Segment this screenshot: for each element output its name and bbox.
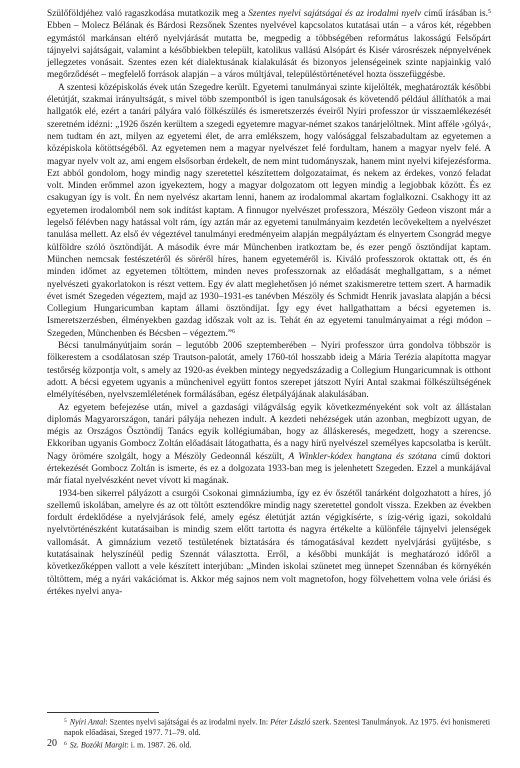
text-run: szerk. Szentesi Tanulmányok. Az 1975. évi honismereti napok előadásai, Szeged 1977. 71–79. old. [64,717,491,738]
text-run: : Szentes nyelvi sajátságai és az irodalmi nyelv. In: [105,717,271,727]
italic-text: Nyíri Antal [69,717,106,727]
paragraph [47,340,491,401]
italic-text: A Winkler-kódex hangtana és szótana [288,451,437,462]
footnotes [47,716,491,751]
text-run: Bécsi tanulmányútjaim során – legutóbb 2006 szeptemberében – Nyíri professzor úrra gondolva többször is fölkerestem a csodálatosan szép Trautson-palotát, amely 1760-tól hosszabb ideig a Mária Terézia alapította magyar testőrség központja volt, s amely az 1920-as években mintegy negyedszázadig a Collegium Hungaricumnak is otthont adott. A bécsi egyetem ugyanis a münchenivel együtt fontos szerepet játszott Nyíri Antal szakmai fölkészültségének elmélyítésében, nyelvszemléletének formálásában, egész életpályájának alakulásában. [47,341,491,401]
footnote-number: 5 [64,718,67,724]
footnote-ref: 5 [488,9,492,15]
footnote [47,716,491,739]
paragraph [47,402,491,488]
footnote-separator [47,712,159,713]
italic-text: Péter László [270,717,311,727]
footnote [47,739,491,751]
page-number: 20 [47,738,57,749]
italic-text: Szentes nyelvi sajátságai és az irodalmi nyelv [248,9,422,19]
body-text [47,8,491,598]
text-run: Szülőföldjéhez való ragaszkodása mutatkozik meg a [47,9,249,19]
paragraph [47,8,491,82]
paragraph [47,488,491,599]
text-run: című doktori értekezését Gombocz Zoltán is ismerte, és ez a dolgozata 1933-ban meg is jelenhetett Szegeden. Ezzel a munkájával már fiatal nyelvészként nevet vívott ki magának. [47,451,491,487]
text-run: : i. m. 1987. 26. old. [126,740,192,750]
paragraph [47,82,491,340]
text-run: A szentesi középiskolás évek után Szegedre került. Egyetemi tanulmányai szinte kijelölték, meghatározták későbbi életútját, szakmai irányultságát, s mivel több szempontból is igen tanulságosak és követendő például állíthatók a mai hallgatók elé, ezért a tanári pályára való fölkészülés és ismeretszerzés éveiről Nyíri professzor úr visszaemlékezését szeretném idézni: „1926 őszén kerültem a szegedi egyetemre magyar-német szakos tanárjelöltnek. Mint afféle ›gólyá‹, nem tudtam én azt, milyen az egyetemi élet, de arra emlékszem, hogy valósággal felszabadultam az egyetemen a középiskola kötöttségéből. Az egyetemen nem a magyar nyelvészet felé fordultam, hanem a magyar nyelv felé. A magyar nyelv volt az, ami engem elsősorban érdekelt, de nem mint tudományszak, hanem mint nyelvi kifejezésforma. Ezt abból gondolom, hogy mindig nagy szeretettel készítettem dolgozataimat, és nekem az érdekes, vonzó feladat volt. Minden erőmmel azon igyekeztem, hogy a magyar dolgozatom ott legyen mindig a legjobbak között. És ez csakugyan így is volt. Én nem nyelvész akartam lenni, hanem az irodalommal akartam foglalkozni. Csakhogy itt az egyetemen irodalomból nem sok indítást kaptam. A finnugor nyelvészet professzora, Mészöly Gedeon viszont már a legelső félévben nagy hatással volt rám, így aztán már az egyetemi tanulmányaim kezdetén lecövekeltem a nyelvészet tanulása mellett. Az első év végeztével tanulmányi eredményeim alapján megpályáztam és elnyertem Csongrád megye külföldre szóló ösztöndíját. A második évre már Münchenben iratkoztam be, és ezer pengő ösztöndíjat kaptam. München nemcsak festészetéről és söréről híres, hanem egyeteméről is. Kiváló professzorok oktattak ott, és én minden időmet az egyetemen töltöttem, minden neves professzornak az előadását meghallgattam, s a német nyelvészeti gyakorlatokon is részt vettem. Egy év alatt meglehetősen jó német szakismeretre tettem szert. A harmadik évet ismét Szegeden végeztem, majd az 1930–1931-es tanévben Mészöly és Schmidt Henrik javaslata alapján a bécsi Collegium Hungaricumban kaptam állami ösztöndíjat. Így egy évet hallgathattam a bécsi egyetemen is. Ismeretszerzésben, élményekben gazdag időszak volt az is. Tehát én az egyetemi tanulmányaimat a régi módon – Szegeden, Münchenben és Bécsben – végeztem.” [47,82,491,339]
footnote-number: 6 [64,740,67,747]
italic-text: Sz. Bozóki Margit [69,740,127,750]
text-run: című írásában is. [421,9,489,19]
footnote-ref: 6 [232,328,235,335]
text-run: Ebben – Molecz Bélának és Bárdosi Rezsőnek Szentes nyelvével kapcsolatos kutatásai után – a város két, régebben egymástól markánsan eltérő nyelvjárását mutatta be, megpedig a többségében református lakosságú Felsőpárt tájnyelvi sajátságait, valamint a későbbiekben települt, katolikus vallású Alsópárt és Kisér városrészek népnyelvének jellegzetes vonásait. Szentes ezen két dialektusának kialakulását és bizonyos jelenségeinek szinte napjainkig való megőrződését – megfelelő források alapján – a város múltjával, településtörténetével hozta összefüggésbe. [47,21,491,81]
text-run: 1934-ben sikerrel pályázott a csurgói Csokonai gimnáziumba, így ez év őszétől tanárként dolgozhatott a híres, jó szellemű iskolában, amelyre és az ott töltött esztendőkre mindig nagy szeretettel gondolt vissza. Ezekben az években fordult érdeklődése a nyelvjárások felé, amely egész életútját aztán végigkísérte, s ízig-vérig igazi, sokoldalú nyelvtörténészként kutatásaiban is mindig szem előtt tartotta és nagyra értékelte a különféle tájnyelvi jelenségek vallomását. A gimnázium vezető testületének biztatására és támogatásával kezdett nyelvjárási gyűjtésbe, s kutatásainak helyszínéül pedig Szennát választotta. Erről, a későbbi munkáját is meghatározó időről a következőképpen vallott a vele készített interjúban: „Minden iskolai szünetet meg ünnepet Szennában és környékén töltöttem, még a nyári vakációmat is. Akkor még sajnos nem volt magnetofon, hogy fölvehettem volna vele óriási és értékes nyelvi anya- [47,488,491,597]
text-run: Az egyetem befejezése után, mivel a gazdasági világválság egyik következményeként sok volt az állástalan diplomás Magyarországon, tanári pályája nehezen indult. A kezdeti nehézségek után azonban, megbízott ugyan, de mégis az Országos Ösztöndíj Tanács egyik kollégiumában, hogy az álláskeresés, megedzett, hogy a szerencse. Ekkoriban ugyanis Gombocz Zoltán előadásait látogathatta, és a nagy hírű nyelvészel személyes kapcsolatba is került. Nagy örömére szolgált, hogy a Mészöly Gedeonnál készült, [47,402,491,462]
